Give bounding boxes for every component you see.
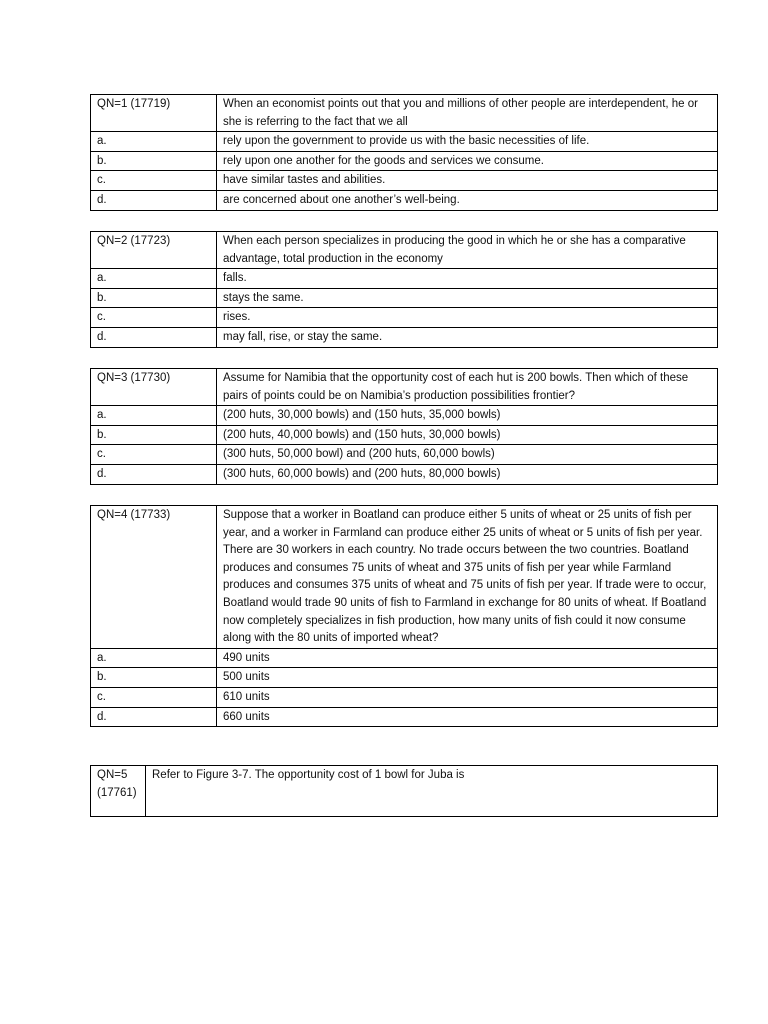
option-letter: b. <box>91 288 217 308</box>
option-text: falls. <box>217 269 718 289</box>
question-label: QN=3 (17730) <box>91 369 217 406</box>
question-stem-row <box>91 95 718 132</box>
answer-option-row[interactable] <box>91 151 718 171</box>
option-letter: c. <box>91 171 217 191</box>
option-letter: d. <box>91 327 217 347</box>
option-text: rises. <box>217 308 718 328</box>
question-stem: When each person specializes in producing the good in which he or she has a comparative advantage, total production in the economy <box>217 232 718 269</box>
question-stem: Refer to Figure 3-7. The opportunity cost of 1 bowl for Juba is <box>146 766 718 817</box>
option-letter: b. <box>91 425 217 445</box>
question-label: QN=2 (17723) <box>91 232 217 269</box>
question-stem: Assume for Namibia that the opportunity cost of each hut is 200 bowls. Then which of these pairs of points could be on Namibia’s production possibilities frontier? <box>217 369 718 406</box>
option-letter: c. <box>91 308 217 328</box>
answer-option-row[interactable] <box>91 445 718 465</box>
question-table-4 <box>90 505 718 727</box>
option-text: have similar tastes and abilities. <box>217 171 718 191</box>
option-letter: b. <box>91 151 217 171</box>
answer-option-row[interactable] <box>91 464 718 484</box>
option-text: rely upon the government to provide us with the basic necessities of life. <box>217 132 718 152</box>
question-label: QN=5 (17761) <box>91 766 146 817</box>
option-text: are concerned about one another’s well-being. <box>217 190 718 210</box>
option-text: 500 units <box>217 668 718 688</box>
question-stem: When an economist points out that you and millions of other people are interdependent, he or she is referring to the fact that we all <box>217 95 718 132</box>
question-stem-row <box>91 369 718 406</box>
question-stem-row <box>91 232 718 269</box>
option-text: (200 huts, 40,000 bowls) and (150 huts, 30,000 bowls) <box>217 425 718 445</box>
option-text: 610 units <box>217 687 718 707</box>
question-table-3 <box>90 368 718 485</box>
answer-option-row[interactable] <box>91 269 718 289</box>
option-letter: d. <box>91 190 217 210</box>
option-text: 490 units <box>217 648 718 668</box>
question-label: QN=4 (17733) <box>91 506 217 649</box>
option-letter: a. <box>91 132 217 152</box>
question-table-2 <box>90 231 718 348</box>
answer-option-row[interactable] <box>91 308 718 328</box>
question-stem-row <box>91 766 718 817</box>
answer-option-row[interactable] <box>91 425 718 445</box>
question-table-1 <box>90 94 718 211</box>
question-label: QN=1 (17719) <box>91 95 217 132</box>
option-letter: d. <box>91 464 217 484</box>
option-text: 660 units <box>217 707 718 727</box>
option-letter: a. <box>91 269 217 289</box>
option-text: (200 huts, 30,000 bowls) and (150 huts, 35,000 bowls) <box>217 406 718 426</box>
answer-option-row[interactable] <box>91 668 718 688</box>
answer-option-row[interactable] <box>91 648 718 668</box>
option-letter: a. <box>91 648 217 668</box>
option-text: may fall, rise, or stay the same. <box>217 327 718 347</box>
answer-option-row[interactable] <box>91 327 718 347</box>
question-table-5 <box>90 765 718 817</box>
answer-option-row[interactable] <box>91 406 718 426</box>
option-letter: d. <box>91 707 217 727</box>
option-text: stays the same. <box>217 288 718 308</box>
option-letter: c. <box>91 445 217 465</box>
option-letter: b. <box>91 668 217 688</box>
answer-option-row[interactable] <box>91 707 718 727</box>
option-text: rely upon one another for the goods and services we consume. <box>217 151 718 171</box>
answer-option-row[interactable] <box>91 288 718 308</box>
option-letter: a. <box>91 406 217 426</box>
option-text: (300 huts, 50,000 bowl) and (200 huts, 60,000 bowls) <box>217 445 718 465</box>
answer-option-row[interactable] <box>91 171 718 191</box>
answer-option-row[interactable] <box>91 687 718 707</box>
option-letter: c. <box>91 687 217 707</box>
option-text: (300 huts, 60,000 bowls) and (200 huts, 80,000 bowls) <box>217 464 718 484</box>
question-stem-row <box>91 506 718 649</box>
question-stem: Suppose that a worker in Boatland can produce either 5 units of wheat or 25 units of fish per year, and a worker in Farmland can produce either 25 units of wheat or 5 units of fish per year. There are 30 workers in each country. No trade occurs between the two countries. Boatland produces and consumes 75 units of wheat and 375 units of fish per year while Farmland produces and consumes 375 units of wheat and 75 units of fish per year. If trade were to occur, Boatland would trade 90 units of fish to Farmland in exchange for 80 units of wheat. If Boatland now completely specializes in fish production, how many units of fish could it now consume along with the 80 units of imported wheat? <box>217 506 718 649</box>
answer-option-row[interactable] <box>91 132 718 152</box>
answer-option-row[interactable] <box>91 190 718 210</box>
